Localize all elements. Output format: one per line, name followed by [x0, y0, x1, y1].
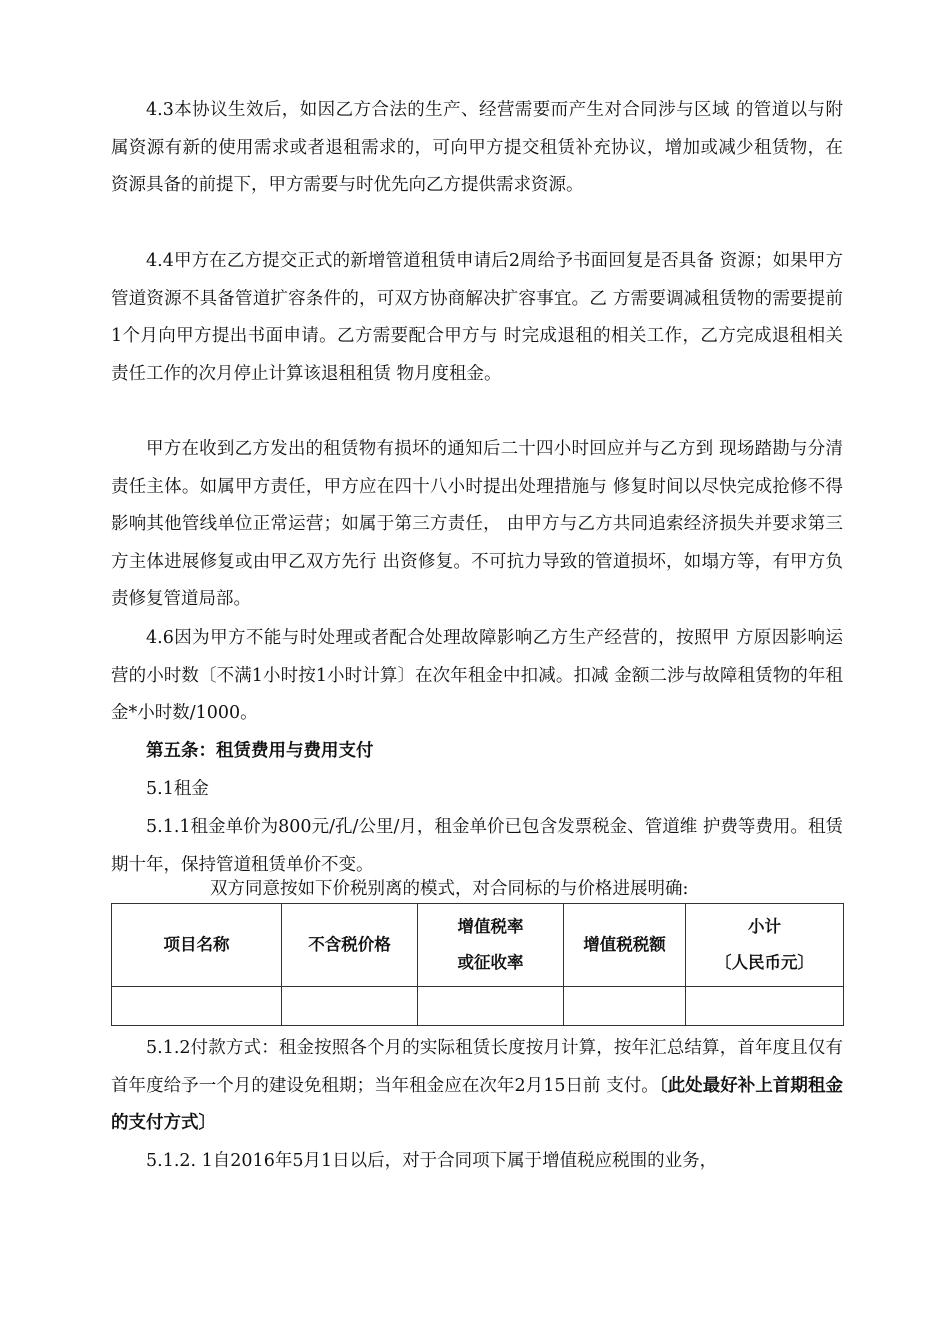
price-mode-statement: 双方同意按如下价税别离的模式，对合同标的与价格进展明确: — [210, 879, 689, 899]
clause-5-1-2-text: 5.1.2付款方式：租金按照各个月的实际租赁长度按月计算，按年汇总结算，首年度且仅有首年度给予一个月的建设免租期；当年租金应在次年2月15日前 支付。 — [111, 1038, 843, 1096]
clause-4-4: 4.4甲方在乙方提交正式的新增管道租赁申请后2周给予书面回复是否具备 资源；如果甲方管道资源不具备管道扩容条件的，可双方协商解决扩容事宜。乙 方需要调减租赁物的需要提前1个月向甲方提出书面申请。乙方需要配合甲方与 时完成退租的相关工作，乙方完成退租相关责任工作的次月停止计算该退租租赁 物月度租金。 — [111, 251, 843, 384]
clause-5-1-2 — [111, 1030, 843, 1143]
header-vat-rate — [418, 904, 564, 987]
table-cell — [112, 987, 282, 1026]
header-vat-rate-line2: 或征收率 — [457, 953, 524, 972]
clause-5-1-1: 5.1.1租金单价为800元/孔/公里/月，租金单价已包含发票税金、管道维 护费等费用。租赁期十年，保持管道租赁单价不变。 — [111, 817, 843, 875]
header-vat-rate-line1: 增值税率 — [457, 917, 524, 936]
header-item-name: 项目名称 — [112, 904, 282, 987]
table-cell — [418, 987, 564, 1026]
header-price-excl-tax: 不含税价格 — [282, 904, 418, 987]
clause-4-3: 4.3本协议生效后，如因乙方合法的生产、经营需要而产生对合同涉与区域 的管道以与附属资源有新的使用需求或者退租需求的，可向甲方提交租赁补充协议，增加或减少租赁物，在资源具备的前提下，甲方需要与时优先向乙方提供需求资源。 — [111, 100, 843, 196]
article-5-heading: 第五条：租赁费用与费用支付 — [146, 741, 374, 761]
table-cell — [686, 987, 844, 1026]
table-cell — [564, 987, 686, 1026]
clause-damage-handling: 甲方在收到乙方发出的租赁物有损坏的通知后二十四小时回应并与乙方到 现场踏勘与分清责任主体。如属甲方责任，甲方应在四十八小时提出处理措施与 修复时间以尽快完成抢修不得影响其他管线单位正常运营；如属于第三方责任， 由甲方与乙方共同追索经济损失并要求第三方主体进展修复或由甲乙双方先行 出资修复。不可抗力导致的管道损坏，如塌方等，有甲方负责修复管道局部。 — [111, 439, 843, 610]
header-subtotal-line2: 〔人民币元〕 — [715, 953, 814, 972]
table-row — [112, 987, 844, 1026]
clause-5-1: 5.1租金 — [146, 779, 209, 799]
header-vat-amount: 增值税税额 — [564, 904, 686, 987]
clause-4-6: 4.6因为甲方不能与时处理或者配合处理故障影响乙方生产经营的，按照甲 方原因影响运营的小时数〔不满1小时按1小时计算〕在次年租金中扣减。扣减 金额二涉与故障租赁物的年租金*小时数/1000。 — [111, 628, 843, 724]
header-subtotal — [686, 904, 844, 987]
table-cell — [282, 987, 418, 1026]
table-header-row — [112, 904, 844, 987]
clause-5-1-2-1: 5.1.2. 1自2016年5月1日以后，对于合同项下属于增值税应税围的业务， — [146, 1151, 718, 1171]
header-subtotal-line1: 小计 — [748, 917, 781, 936]
price-tax-table — [111, 903, 844, 1026]
clause-5-1-2-note: 〔此处最好补上首期租金的支付方式〕 — [111, 1075, 844, 1134]
